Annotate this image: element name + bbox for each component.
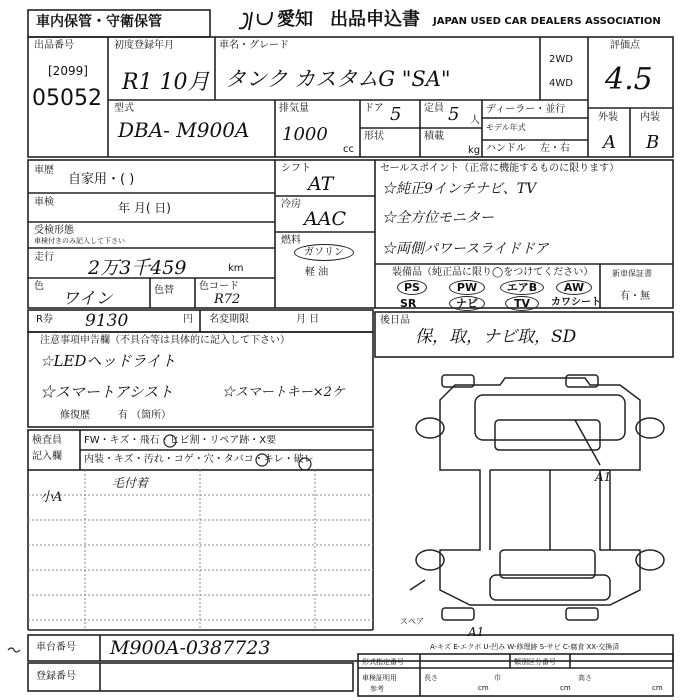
- declare-label: 注意事項申告欄（不具合等は具体的に記入して下さい）: [40, 335, 290, 346]
- equip-pw: PW: [449, 280, 485, 295]
- form-title: 出品申込書: [330, 9, 420, 30]
- certificate-label-1: 形式指定番号: [362, 658, 404, 666]
- shape-label: 形状: [364, 131, 384, 142]
- size-label: 車検証明用: [362, 674, 397, 682]
- steering-label: ハンドル: [486, 143, 526, 154]
- doors-value: 5: [390, 104, 402, 125]
- disp-unit: cc: [343, 144, 354, 155]
- repair-value: 有 （箇所）: [118, 410, 172, 421]
- listing-no-big: 05052: [32, 86, 102, 111]
- inspector-row-2: 内装・キズ・汚れ・コゲ・穴・タバコ・キレ・破レ: [84, 454, 314, 465]
- equip-leather: カワシート: [551, 297, 601, 308]
- color-label: 色: [34, 281, 44, 292]
- color-change-label: 色替: [154, 285, 174, 296]
- color-code-value: R72: [214, 292, 241, 307]
- inspector-note-2: 小A: [40, 490, 63, 505]
- mileage-unit: km: [228, 263, 244, 274]
- ext-label: 外装: [598, 112, 618, 123]
- fuel-label: 燃料: [281, 235, 301, 246]
- model-label: 型式: [114, 103, 134, 114]
- seats-value: 5: [448, 104, 460, 125]
- int-value: B: [646, 132, 660, 153]
- drive-4wd: 4WD: [549, 78, 573, 89]
- after-market-label: 後日品: [380, 315, 410, 326]
- size-height: 高さ: [578, 674, 592, 682]
- int-label: 内装: [640, 112, 660, 123]
- ac-label: 冷房: [281, 199, 301, 210]
- load-label: 積載: [424, 131, 444, 142]
- spare-label: スペア: [400, 617, 424, 626]
- color-code-label: 色コード: [199, 281, 239, 292]
- seats-unit: 人: [470, 115, 480, 126]
- score-value: 4.5: [605, 62, 653, 97]
- equipment-label: 装備品（純正品に限り◯をつけてください）: [392, 267, 594, 278]
- listing-no-small: [2099]: [48, 64, 88, 78]
- sales-point: ☆両側パワースライドドア: [382, 241, 549, 257]
- association-name: JAPAN USED CAR DEALERS ASSOCIATION: [433, 16, 661, 27]
- inspection-label: 車検: [34, 197, 54, 208]
- model-year-label: モデル年式: [486, 123, 526, 132]
- car-hist-value: 自家用・( ): [68, 172, 135, 187]
- color-value: ワイン: [62, 289, 113, 309]
- damage-legend: A-キズ E-エクボ U-凹み W-修理跡 S-サビ C-腐食 XX-交換済: [430, 643, 620, 651]
- inspector-row-1: FW・キズ・飛石・ヒビ割・リペア跡・X要: [84, 435, 277, 446]
- import-label: ディーラー・並行: [486, 104, 566, 115]
- car-diagram: [410, 375, 664, 620]
- equip-ps: PS: [397, 280, 427, 295]
- after-market-value: 保，取，ナビ取，SD: [415, 327, 577, 347]
- sales-points-label: セールスポイント（正常に機能するものに限ります）: [380, 163, 620, 174]
- shift-label: シフト: [281, 163, 311, 174]
- model-value: DBA- M900A: [118, 118, 250, 142]
- size-length: 長さ: [424, 674, 438, 682]
- car-name-value: タンク カスタムG "SA": [225, 67, 451, 91]
- ref-label: 参考: [370, 685, 384, 693]
- shift-value: AT: [308, 173, 334, 195]
- size-unit-3: cm: [652, 684, 663, 692]
- receipt-note: 車検付きのみ記入して下さい: [34, 237, 125, 245]
- car-name-label: 車名・グレード: [219, 40, 289, 51]
- warranty-value: 有・無: [620, 291, 650, 302]
- inspector-label-1: 検査員: [32, 435, 62, 446]
- equip-aw: AW: [556, 280, 592, 295]
- inspector-label-2: 記入欄: [32, 451, 62, 462]
- warranty-label: 新車保証書: [612, 269, 652, 278]
- listing-no-label: 出品番号: [34, 40, 74, 51]
- ext-value: A: [603, 132, 616, 153]
- declare-item: ☆LEDヘッドライト: [40, 352, 176, 370]
- score-label: 評価点: [610, 40, 640, 51]
- load-unit: kg: [468, 145, 481, 156]
- declare-item: ☆スマートキー×2ケ: [222, 385, 345, 400]
- reg-label: 登録番号: [36, 671, 76, 682]
- receipt-label: 受検形態: [34, 225, 74, 236]
- disp-value: 1000: [282, 124, 328, 145]
- size-unit-1: cm: [478, 684, 489, 692]
- disp-label: 排気量: [279, 103, 309, 114]
- sales-point: ☆全方位モニター: [382, 210, 494, 226]
- equip-navi: ナビ: [449, 296, 485, 311]
- repair-label: 修復歴: [60, 410, 90, 421]
- name-change-label: 名変期限: [209, 314, 249, 325]
- fuel-gas: ガソリン: [294, 244, 354, 261]
- first-reg-label: 初度登録年月: [114, 40, 174, 51]
- margin-mark: [8, 648, 20, 652]
- sales-point: ☆純正9インチナビ、TV: [382, 181, 537, 197]
- damage-mark-bottom: A1: [468, 625, 485, 639]
- inspection-value: 年 月( 日): [118, 201, 171, 215]
- damage-mark-top: A1: [595, 470, 612, 484]
- logo-ju-mark: [239, 12, 272, 30]
- seats-label: 定員: [424, 103, 444, 114]
- size-unit-2: cm: [560, 684, 571, 692]
- recycle-value: 9130: [85, 311, 129, 331]
- inspector-note-1: 毛付着: [112, 476, 149, 490]
- declare-item: ☆スマートアシスト: [40, 383, 174, 401]
- chassis-value: M900A-0387723: [110, 637, 271, 659]
- name-change-value: 月 日: [296, 314, 320, 325]
- equip-airbag: エアB: [500, 280, 544, 295]
- mileage-label: 走行: [34, 252, 54, 263]
- mileage-value: 2万3千459: [88, 257, 187, 279]
- recycle-label: R券: [36, 314, 53, 325]
- ac-value: AAC: [304, 208, 346, 230]
- steering-opts: 左・右: [540, 143, 570, 154]
- car-hist-label: 車歴: [34, 165, 54, 176]
- storage-note: 車内保管・守衛保管: [36, 14, 162, 30]
- drive-2wd: 2WD: [549, 54, 573, 65]
- equip-sr: SR: [400, 297, 417, 310]
- certificate-label-2: 類別区分番号: [514, 658, 556, 666]
- fuel-diesel: 軽 油: [305, 267, 329, 278]
- org-name: 愛知: [277, 9, 313, 30]
- recycle-unit: 円: [183, 314, 193, 325]
- equip-tv: TV: [505, 296, 539, 311]
- doors-label: ドア: [364, 103, 384, 114]
- first-reg-value: R1 10月: [122, 70, 210, 95]
- chassis-label: 車台番号: [36, 642, 76, 653]
- size-width: 巾: [494, 674, 501, 682]
